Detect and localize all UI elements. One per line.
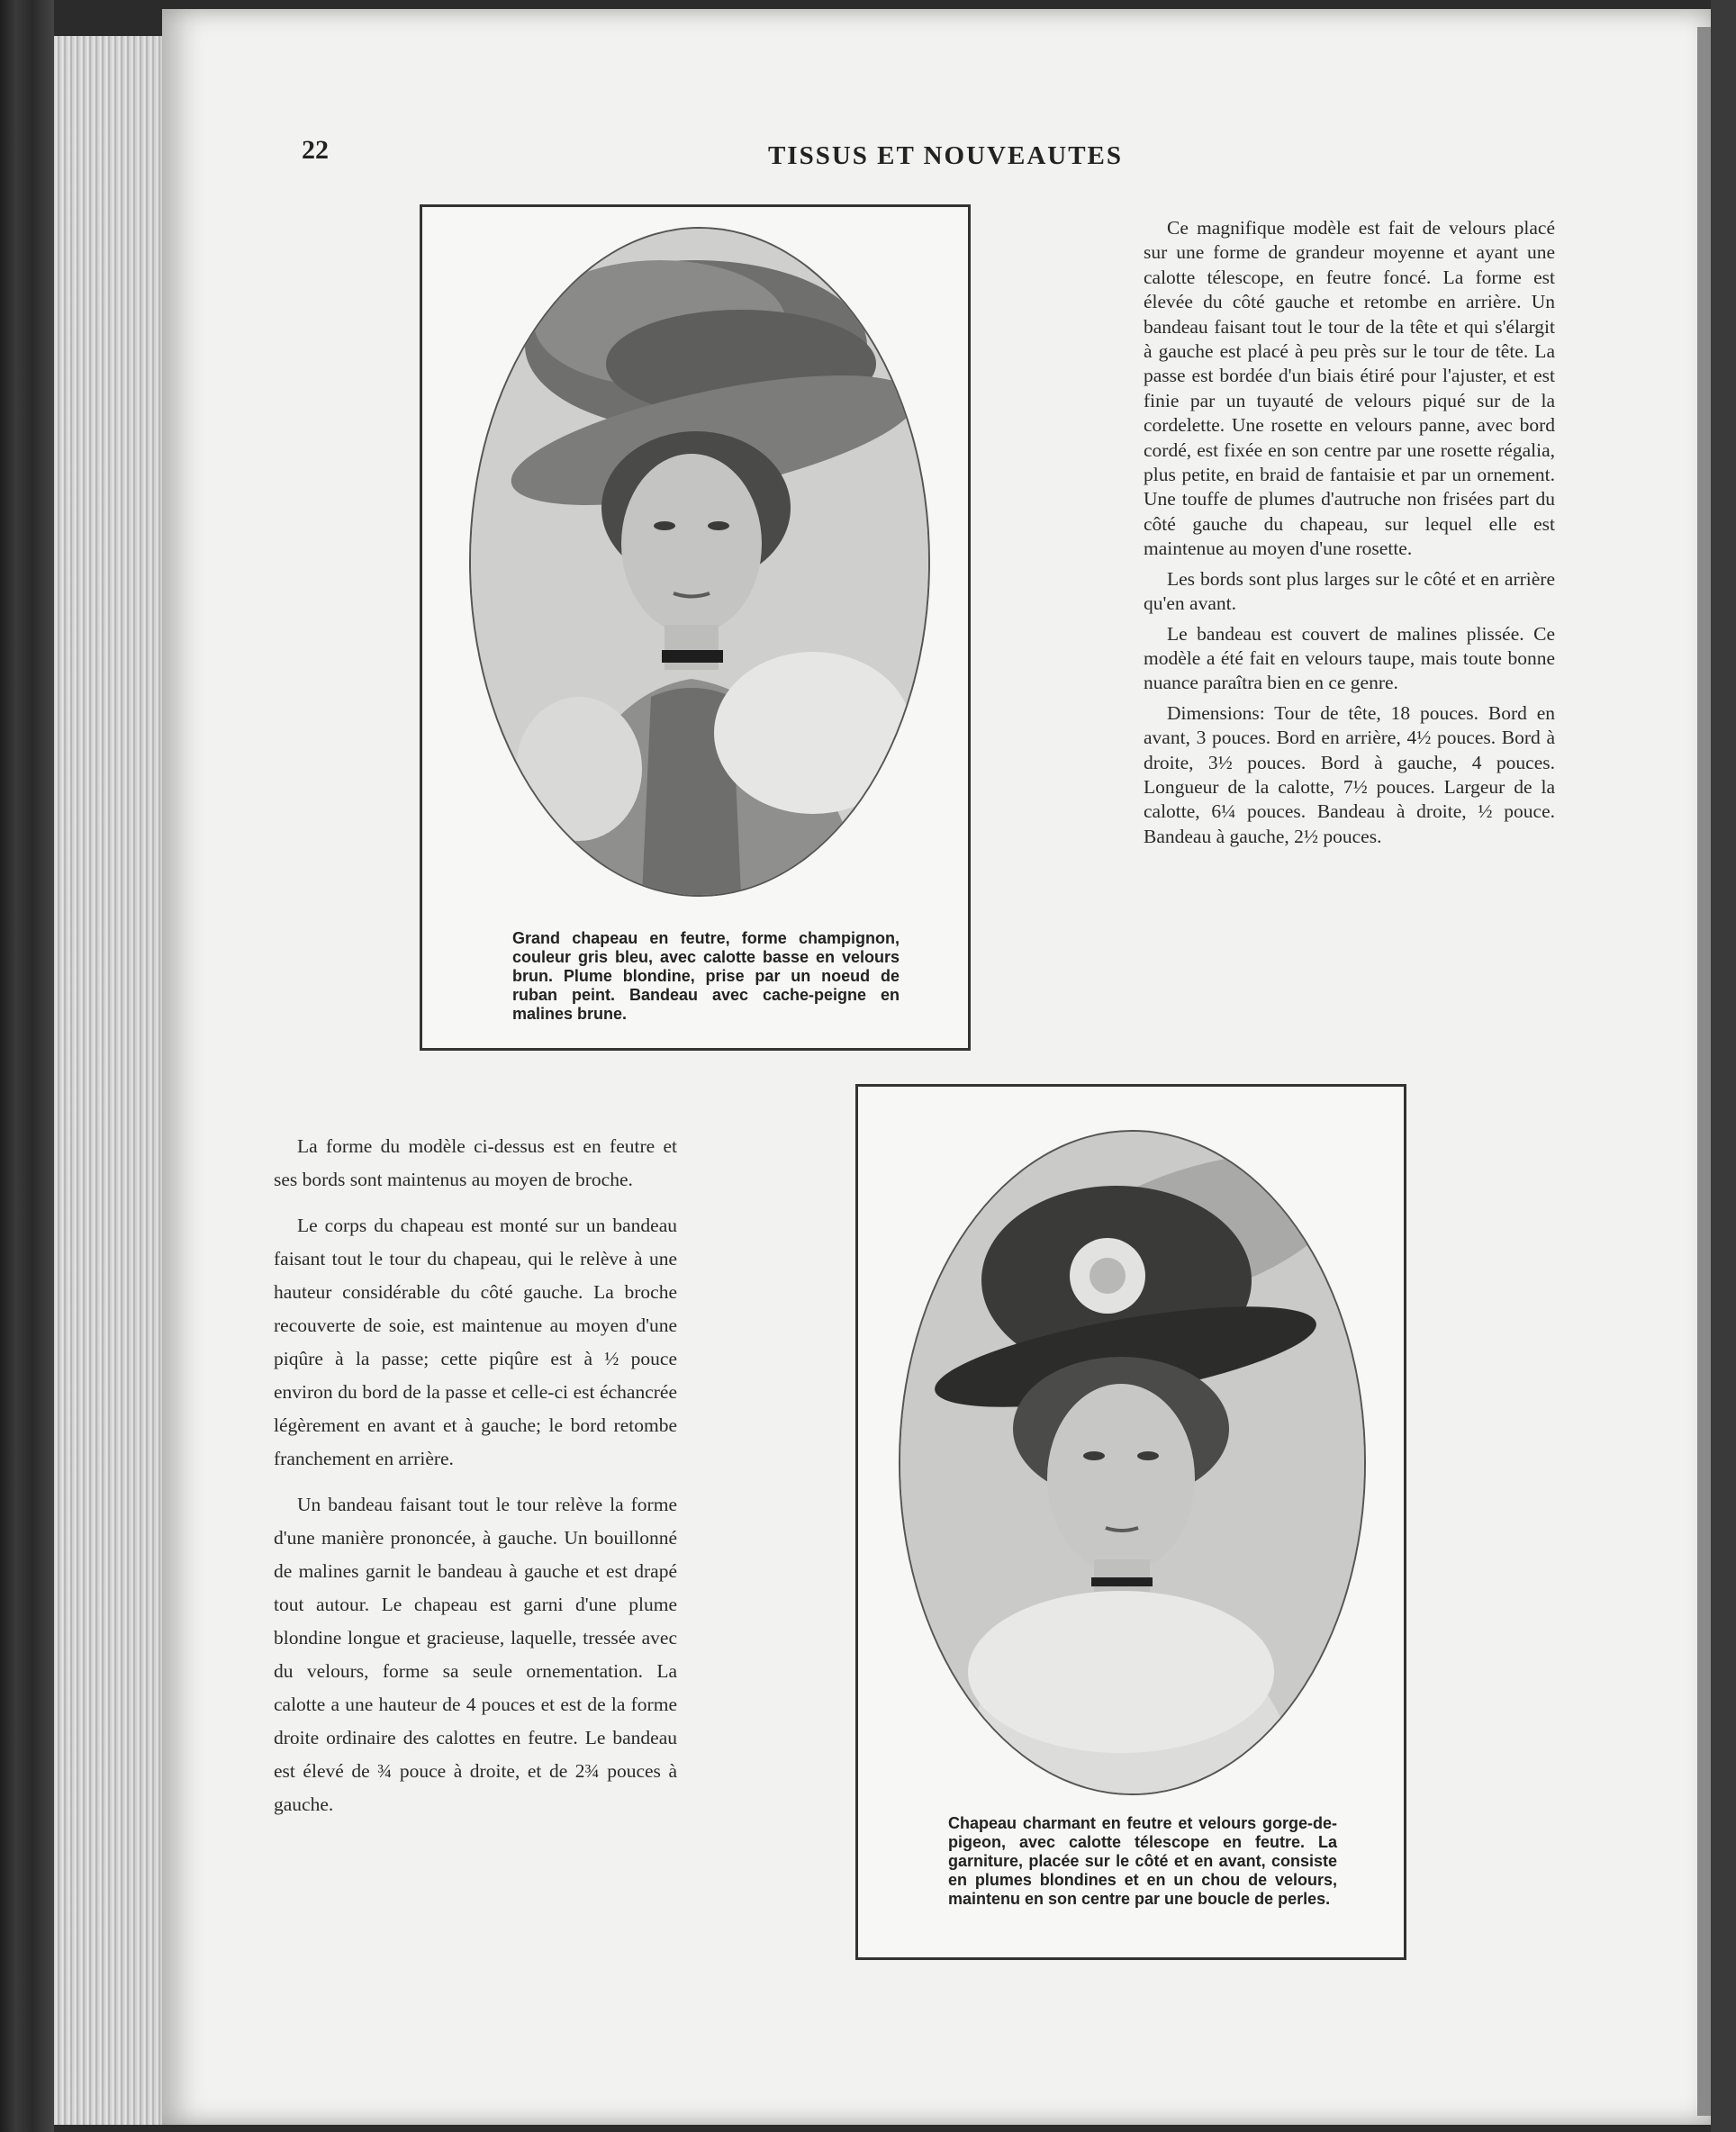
paragraph: Le bandeau est couvert de malines plissée. Ce modèle a été fait en velours taupe, mais toute bonne nuance paraîtra bien en ce genre.: [1144, 622, 1555, 694]
figure-2-caption: Chapeau charmant en feutre et velours gorge-de-pigeon, avec calotte télescope en feutre. La garniture, placée sur le côté et en avant, consiste en plumes blondines et en un chou de velours, maintenu en son centre par une boucle de perles.: [948, 1814, 1337, 1908]
paragraph: Ce magnifique modèle est fait de velours placé sur une forme de grandeur moyenne et ayant une calotte télescope, en feutre foncé. La forme est élevée du côté gauche et retombe en arrière. Un bandeau faisant tout le tour de la tête et qui s'élargit à gauche est placé à peu près sur le tour de tête. La passe est bordée d'un biais étiré pour l'ajuster, et est finie par un tuyauté de velours piqué sur de la cordelette. Une rosette en velours panne, avec bord cordé, est fixée en son centre par une rosette régalia, plus petite, en braid de fantaisie et par un ornement. Une touffe de plumes d'autruche non frisées part du côté gauche du chapeau, sur lequel elle est maintenue au moyen d'une rosette.: [1144, 217, 1555, 560]
left-column-text: [274, 1130, 677, 1834]
figure-2: [855, 1084, 1406, 1960]
figure-1-caption: Grand chapeau en feutre, forme champignon, couleur gris bleu, avec calotte basse en velours brun. Plume blondine, prise par un noeud de ruban peint. Bandeau avec cache-peigne en malines brune.: [512, 929, 900, 1023]
right-column-text: [1144, 216, 1555, 854]
running-head: TISSUS ET NOUVEAUTES: [767, 141, 1124, 170]
woman-with-feathered-hat-illustration: [471, 229, 928, 895]
page-number: 22: [302, 135, 329, 165]
paragraph: Le corps du chapeau est monté sur un bandeau faisant tout le tour du chapeau, qui le relève à une hauteur considérable du côté gauche. La broche recouverte de soie, est maintenue au moyen d'une piqûre à la passe; cette piqûre est à ½ pouce environ du bord de la passe et celle-ci est échancrée légèrement en avant et à gauche; le bord retombe franchement en arrière.: [274, 1215, 677, 1469]
paragraph: Les bords sont plus larges sur le côté et en arrière qu'en avant.: [1144, 567, 1555, 615]
page-edges: [54, 36, 162, 2125]
paragraph: Un bandeau faisant tout le tour relève la forme d'une manière prononcée, à gauche. Un bouillonné de malines garnit le bandeau à gauche et est drapé tout autour. Le chapeau est garni d'une plume blondine longue et gracieuse, laquelle, tressée avec du velours, forme sa seule ornementation. La calotte a une hauteur de 4 pouces et est de la forme droite ordinaire des calottes en feutre. Le bandeau est élevé de ¾ pouce à droite, et de 2¾ pouces à gauche.: [274, 1494, 677, 1815]
woman-with-velvet-hat-illustration: [900, 1132, 1364, 1793]
page-edge-right: [1697, 27, 1711, 2116]
book-spine: [0, 0, 54, 2132]
portrait-photo-1: [469, 227, 930, 897]
paragraph: La forme du modèle ci-dessus est en feutre et ses bords sont maintenus au moyen de broche.: [274, 1135, 677, 1190]
figure-1: [420, 204, 971, 1051]
portrait-photo-2: [899, 1130, 1366, 1795]
right-margin-dark: [1711, 0, 1736, 2132]
paragraph: Dimensions: Tour de tête, 18 pouces. Bord en avant, 3 pouces. Bord en arrière, 4½ pouces. Bord à droite, 3½ pouces. Bord à gauche, 4 pouces. Longueur de la calotte, 7½ pouces. Largeur de la calotte, 6¼ pouces. Bandeau à droite, ½ pouce. Bandeau à gauche, 2½ pouces.: [1144, 701, 1555, 847]
